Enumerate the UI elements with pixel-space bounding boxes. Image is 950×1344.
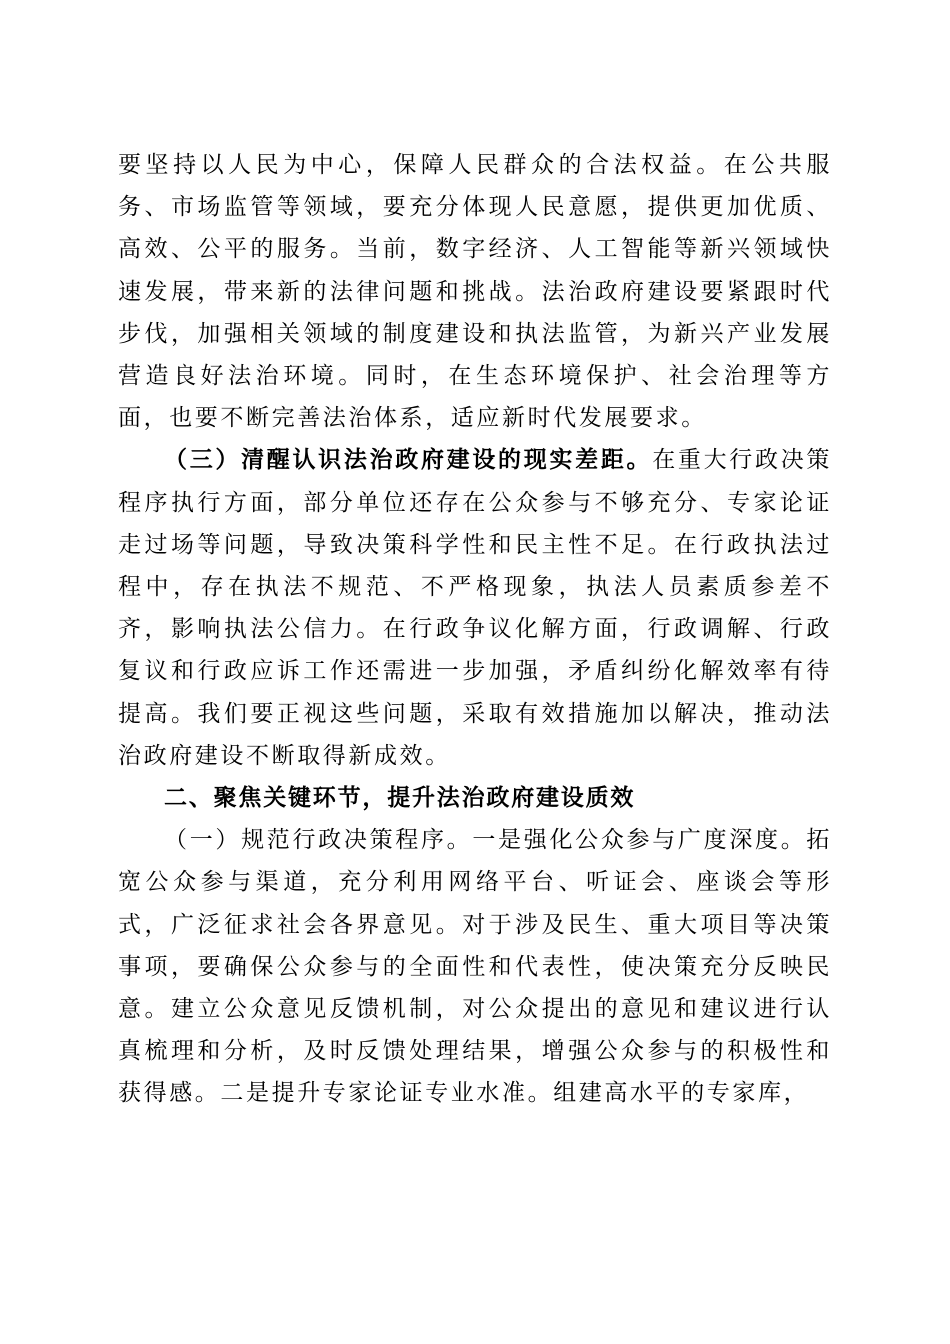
paragraph-text: 要坚持以人民为中心，保障人民群众的合法权益。在公共服务、市场监管等领域，要充分体现人民意愿，提供更加优质、高效、公平的服务。当前，数字经济、人工智能等新兴领域快速发展，带来新的法律问题和挑战。法治政府建设要紧跟时代步伐，加强相关领域的制度建设和执法监管，为新兴产业发展营造良好法治环境。同时，在生态环境保护、社会治理等方面，也要不断完善法治体系，适应新时代发展要求。: [118, 152, 832, 432]
paragraph-text: 在重大行政决策程序执行方面，部分单位还存在公众参与不够充分、专家论证走过场等问题，导致决策科学性和民主性不足。在行政执法过程中，存在执法不规范、不严格现象，执法人员素质参差不齐，影响执法公信力。在行政争议化解方面，行政调解、行政复议和行政应诉工作还需进一步加强，矛盾纠纷化解效率有待提高。我们要正视这些问题，采取有效措施加以解决，推动法治政府建设不断取得新成效。: [118, 447, 832, 769]
paragraph-text: 一是强化公众参与广度深度。拓宽公众参与渠道，充分利用网络平台、听证会、座谈会等形式，广泛征求社会各界意见。对于涉及民生、重大项目等决策事项，要确保公众参与的全面性和代表性，使决策充分反映民意。建立公众意见反馈机制，对公众提出的意见和建议进行认真梳理和分析，及时反馈处理结果，增强公众参与的积极性和获得感。二是提升专家论证专业水准。组建高水平的专家库，: [118, 827, 833, 1107]
paragraph-section-3: [118, 439, 832, 777]
sub-heading-subsection-1: （一）规范行政决策程序。: [164, 827, 473, 854]
paragraph-subsection-1: [118, 819, 832, 1114]
document-body: [118, 144, 832, 1115]
paragraph-continuation: [118, 144, 832, 439]
section-heading-2: 二、聚焦关键环节，提升法治政府建设质效: [164, 785, 636, 812]
sub-heading-section-3: （三）清醒认识法治政府建设的现实差距。: [164, 446, 653, 474]
